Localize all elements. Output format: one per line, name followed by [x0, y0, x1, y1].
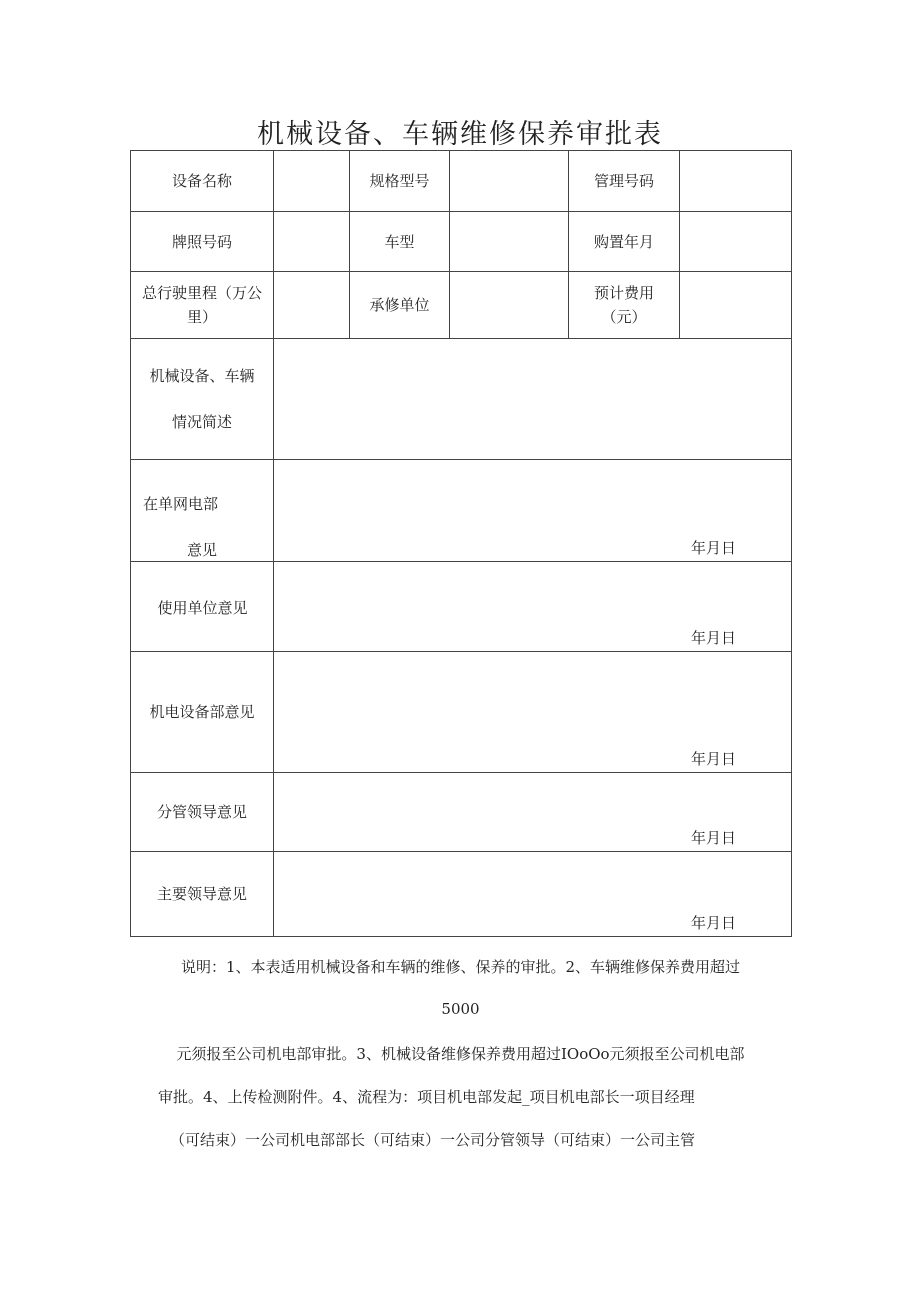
table-row — [131, 212, 792, 272]
mgmt-number-field[interactable] — [680, 151, 792, 212]
table-row — [131, 562, 792, 652]
date-text: 年月日 — [690, 750, 736, 768]
mileage-label-line1: 总行驶里程（万公 — [141, 284, 262, 302]
table-row — [131, 773, 792, 852]
note-line-5: （可结束）一公司机电部部长（可结束）一公司分管领导（可结束）一公司主管 — [170, 1131, 696, 1149]
mileage-field[interactable] — [274, 272, 350, 339]
date-text: 年月日 — [690, 914, 736, 932]
est-cost-label-line1: 预计费用 — [593, 284, 654, 302]
description-field[interactable] — [274, 339, 792, 460]
spec-model-field[interactable] — [450, 151, 569, 212]
note-line-1: 说明：1、本表适用机械设备和车辆的维修、保养的审批。2、车辆维修保养费用超过 — [180, 958, 741, 976]
date-text: 年月日 — [690, 629, 736, 647]
table-row — [131, 272, 792, 339]
mileage-label — [131, 272, 274, 339]
table-row — [131, 652, 792, 773]
repair-unit-label: 承修单位 — [350, 272, 450, 339]
site-dept-label-line2: 意见 — [187, 541, 218, 559]
spec-model-label: 规格型号 — [350, 151, 450, 212]
date-text: 年月日 — [690, 539, 736, 557]
site-dept-label-line1: 在单网电部 — [143, 495, 219, 513]
note-line-4: 审批。4、上传检测附件。4、流程为：项目机电部发起_项目机电部长一项目经理 — [158, 1088, 695, 1106]
description-label-line2: 情况简述 — [171, 413, 232, 431]
user-unit-label-text: 使用单位意见 — [157, 599, 248, 617]
mech-dept-opinion-field[interactable] — [274, 652, 792, 773]
repair-unit-field[interactable] — [450, 272, 569, 339]
chief-leader-opinion-field[interactable] — [274, 852, 792, 937]
chief-leader-label: 主要领导意见 — [131, 852, 274, 937]
mileage-label-line2: 里） — [186, 308, 217, 326]
table-row — [131, 460, 792, 562]
deputy-leader-label: 分管领导意见 — [131, 773, 274, 852]
description-label-line1: 机械设备、车辆 — [149, 367, 255, 385]
purchase-date-field[interactable] — [680, 212, 792, 272]
site-dept-opinion-field[interactable] — [274, 460, 792, 562]
plate-number-field[interactable] — [274, 212, 350, 272]
purchase-date-label: 购置年月 — [569, 212, 680, 272]
note-line-2: 5000 — [441, 1000, 480, 1018]
description-label — [131, 339, 274, 460]
est-cost-field[interactable] — [680, 272, 792, 339]
user-unit-label — [131, 562, 274, 652]
mgmt-number-label: 管理号码 — [569, 151, 680, 212]
vehicle-type-label: 车型 — [350, 212, 450, 272]
user-unit-opinion-field[interactable] — [274, 562, 792, 652]
site-dept-label — [131, 460, 274, 562]
table-row — [131, 339, 792, 460]
table-row — [131, 151, 792, 212]
plate-number-label: 牌照号码 — [131, 212, 274, 272]
est-cost-label-line2: （元） — [601, 308, 647, 326]
note-line-3: 元须报至公司机电部审批。3、机械设备维修保养费用超过IOoOo元须报至公司机电部 — [176, 1045, 745, 1063]
date-text: 年月日 — [690, 829, 736, 847]
table-row — [131, 852, 792, 937]
est-cost-label — [569, 272, 680, 339]
vehicle-type-field[interactable] — [450, 212, 569, 272]
approval-form-table — [130, 150, 792, 937]
mech-dept-label: 机电设备部意见 — [131, 652, 274, 773]
equipment-name-label: 设备名称 — [131, 151, 274, 212]
form-title: 机械设备、车辆维修保养审批表 — [257, 119, 663, 150]
equipment-name-field[interactable] — [274, 151, 350, 212]
deputy-leader-opinion-field[interactable] — [274, 773, 792, 852]
